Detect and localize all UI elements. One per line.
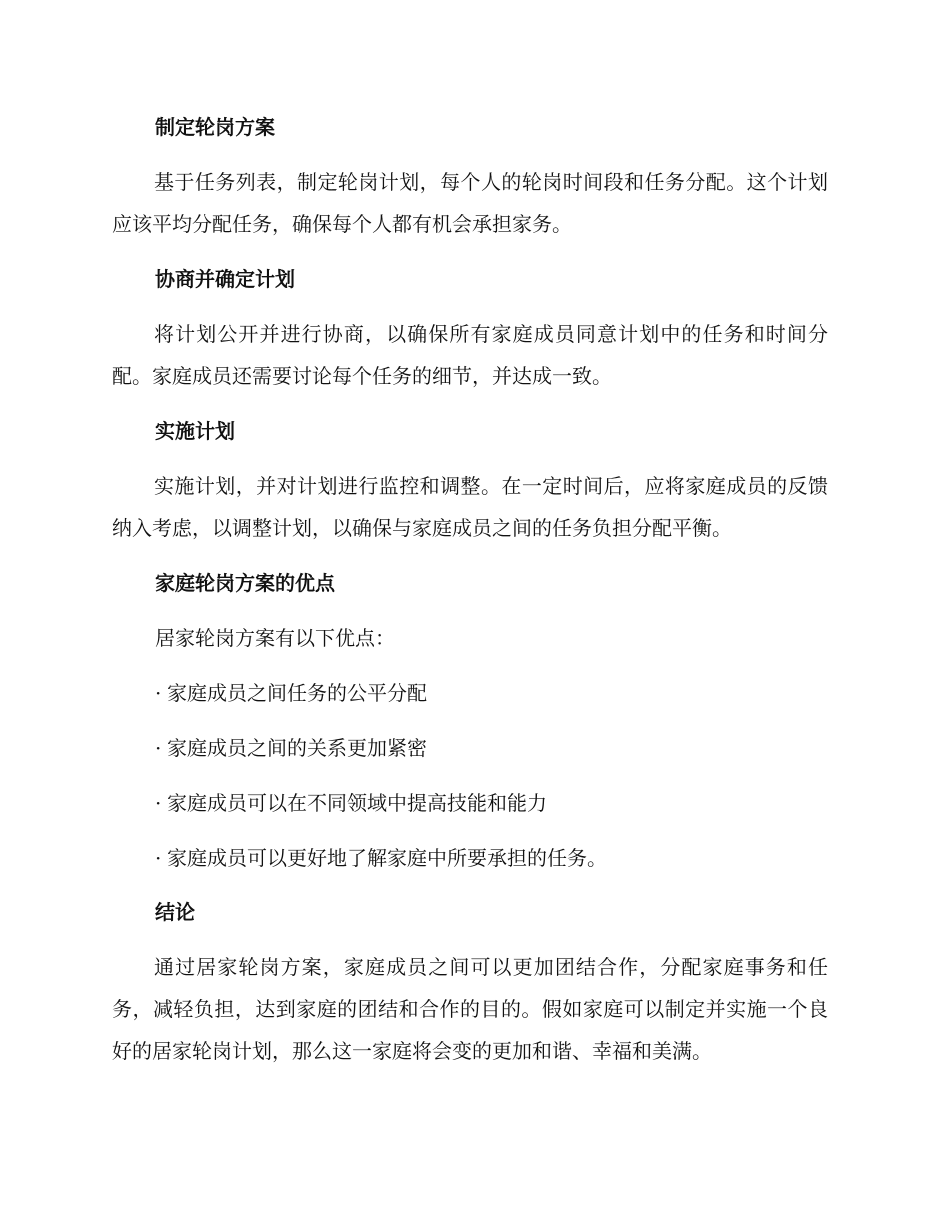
section-paragraph: 通过居家轮岗方案，家庭成员之间可以更加团结合作，分配家庭事务和任务，减轻负担，达到家庭的团结和合作的目的。假如家庭可以制定并实施一个良好的居家轮岗计划，那么这一家庭将会变的更加和谐、幸福和美满。 (112, 955, 828, 1063)
section-paragraph: 基于任务列表，制定轮岗计划，每个人的轮岗时间段和任务分配。这个计划应该平均分配任务，确保每个人都有机会承担家务。 (112, 170, 828, 236)
list-item-text: 家庭成员可以在不同领域中提高技能和能力 (167, 791, 547, 815)
list-item-text: 家庭成员可以更好地了解家庭中所要承担的任务。 (167, 846, 607, 870)
section-heading: 家庭轮岗方案的优点 (155, 571, 335, 595)
list-item-text: 家庭成员之间任务的公平分配 (167, 681, 427, 705)
bullet-icon: · (155, 681, 162, 705)
bullet-icon: · (155, 846, 162, 870)
section-heading: 协商并确定计划 (155, 267, 295, 291)
list-item (155, 735, 427, 761)
section-paragraph: 将计划公开并进行协商，以确保所有家庭成员同意计划中的任务和时间分配。家庭成员还需要讨论每个任务的细节，并达成一致。 (112, 322, 828, 388)
bullet-icon: · (155, 736, 162, 760)
section-heading: 实施计划 (155, 419, 235, 443)
list-item (155, 845, 607, 871)
section-heading: 制定轮岗方案 (155, 115, 275, 139)
list-item (155, 680, 427, 706)
section-heading: 结论 (155, 900, 195, 924)
section-paragraph: 实施计划，并对计划进行监控和调整。在一定时间后，应将家庭成员的反馈纳入考虑，以调整计划，以确保与家庭成员之间的任务负担分配平衡。 (112, 474, 828, 540)
list-item (155, 790, 547, 816)
section-intro: 居家轮岗方案有以下优点： (155, 626, 395, 650)
list-item-text: 家庭成员之间的关系更加紧密 (167, 736, 427, 760)
bullet-icon: · (155, 791, 162, 815)
